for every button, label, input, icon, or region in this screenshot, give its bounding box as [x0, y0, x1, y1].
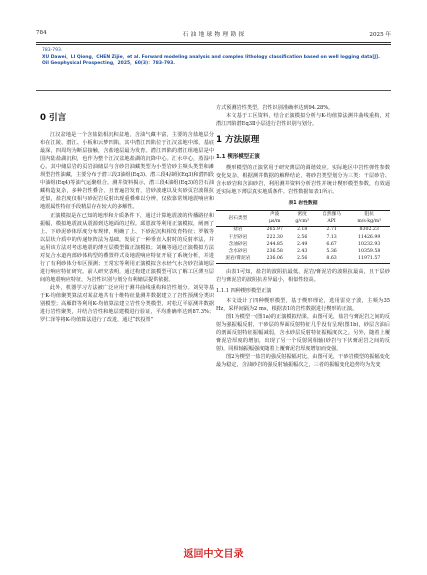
left-column	[40, 104, 214, 324]
table-discussion-paragraph: 由表1可知，盐岩的波阻抗最低，泥岩/膏泥岩的波阻抗最高，且干层砂岩与膏泥岩的波阻抗差异最小，相似性较高。	[216, 268, 390, 283]
table-cell: 244.85	[266, 241, 283, 247]
table-cell: 265.97	[266, 227, 283, 233]
right-column	[216, 104, 390, 369]
return-to-contents-link[interactable]: 返回中文目录	[183, 549, 244, 560]
table-caption: 表1 岩性数据	[288, 201, 318, 207]
header-rule-thin	[36, 44, 391, 45]
table-cell: 干层砂岩	[228, 234, 248, 240]
table-cell: 11971.57	[348, 256, 390, 264]
table-header-row	[216, 211, 390, 226]
citation-divider	[36, 90, 391, 91]
page-header	[36, 30, 391, 42]
table-cell: 含油砂岩	[228, 241, 248, 247]
table-cell: 2.56	[296, 234, 308, 240]
subsection-heading-wedge-model: 1.1 楔形模型正演	[216, 154, 260, 161]
table-row	[216, 256, 390, 264]
table-cell: 236.58	[266, 248, 283, 254]
table-cell: 6.67	[326, 241, 337, 247]
section-heading-introduction: 0 引言	[40, 113, 67, 123]
lithology-table	[216, 210, 390, 263]
table-cell: 含水砂岩	[228, 248, 248, 254]
table-cell: 7.13	[326, 234, 337, 240]
table-row	[216, 226, 390, 234]
table-cell: 2.71	[326, 227, 337, 233]
table-row	[216, 234, 390, 241]
citation-title: Forward modeling analysis and complex lithology classification based on well logging data[J].	[141, 54, 380, 60]
citation-journal: Oil Geophysical Prospecting，2025，60(3)：783-793.	[42, 61, 175, 67]
english-citation	[42, 48, 387, 68]
page-number: 784	[36, 30, 47, 36]
citation-body	[42, 55, 387, 68]
citation-authors: XU Dawei，LI Qiong，CHEN Zijie，et al.	[42, 54, 141, 60]
table-cell: 222.30	[266, 234, 283, 240]
table-cell: 10232.93	[358, 241, 381, 247]
scope-paragraph: 本文基于工区资料，结合正演模拟分析与K-均值算法测井曲线重构，对潜江凹陷潜Eq3Ⅱ小层进行岩性识别与划分。	[216, 113, 390, 128]
table-cell: 2.43	[296, 248, 308, 254]
table-header-cell: 声波 μs/m	[260, 211, 290, 226]
table-cell: 5.36	[326, 248, 337, 254]
table-cell: 11426.99	[358, 234, 381, 240]
table-cell: 盐岩	[233, 227, 243, 233]
table-cell: 2.49	[296, 241, 308, 247]
table-cell: 236.06	[260, 256, 290, 264]
table-cell: 2.18	[296, 227, 308, 233]
continued-paragraph: 方式预测岩性类型，岩性识别准确率达到94.28%。	[216, 105, 334, 111]
wedge-design-paragraph: 本文设计了四种楔形模型，基于楔形理论，选用雷克子波，主频为35 Hz，采样间隔为2 ms，根据表1的岩性数据进行楔形的正演。	[216, 298, 390, 313]
table-cell: 8.63	[315, 256, 349, 264]
intro-paragraph-1: 江汉盆地是一个含盐陆相沉积盆地，含油气藏丰富，主要的含盐地层分布在江陵、潜江、小板和云梦凹陷，其中潜江凹陷位于江汉盆地中部，基底最深，四周均为断层接触，含盐地层最为发育。潜江凹陷的潜江组地层是中国内陆盐湖沉积，也作为整个江汉盆地盐湖的沉降中心。汇水中心，蒸湿中心。其中储层岩的页岩油储层与含砂岩油藏类型为小型岩砂主频头类型和滩坝型岩性油藏，主要分布于潜三段3油组(Eq3)、潜三段4油组(Eq3)和潜四段中油组(Eq4)等油气运聚组合。测井资料揭示，潜三段4油组(Eq3)的岩石油藏构造复杂，多种岩性叠合，且普遍岩发育，岩砂波速以及夹砂页岩波阻抗近似，盐岩度仅相与砂泥岩反射出现重叠难以分辨，仅依靠常规地震响应和地震属性特征手段精层存在较大的多解性。	[40, 132, 214, 211]
section-heading-method: 1 方法原理	[216, 135, 260, 146]
table-cell: 10359.58	[358, 248, 381, 254]
table-header-cell: 阻抗 m/s·kg/m³	[348, 211, 390, 226]
journal-name: 石 油 地 球 物 理 勘 探	[182, 32, 245, 38]
table-row	[216, 248, 390, 255]
table-header-cell: 岩石类型	[216, 211, 260, 226]
table-row	[216, 241, 390, 248]
figure1-discussion-paragraph: 图1为模型一(图1a)的正演模拟结果，由图可见，盐岩与膏泥岩之间的反射为强振幅反射，干砂层的界面反射特征几乎没有呈现(图1b)，砂层含油后的剖面反射特征振幅减弱，含水砂层反射特征振幅度次之。另外，随着上覆膏泥岩厚度的增加，出现了另一个反射同相轴(砂岩与下伏膏泥岩之间的反射)，同相轴振幅强度随着上覆膏泥岩厚度增加而变强。	[216, 314, 390, 353]
table-header-cell: 自然伽马 API	[315, 211, 349, 226]
publication-year: 2025 年	[369, 32, 391, 38]
table-cell: 8302.23	[359, 227, 379, 233]
table-cell: 泥岩/膏泥岩	[216, 256, 260, 264]
figure2-discussion-paragraph: 图2为楔型一盐岩的强反射振幅对比，由图可见，干砂岩模型的振幅变化最为稳定，含油砂岩的强反射轴振幅次之，三者的振幅变化趋势均为先变	[216, 354, 390, 369]
wedge-model-paragraph: 楔形模型的正演常用于研究薄层的调谐效应。实际地区中岩性弹性参数变化复杂，根据测井数据的解释结论，将砂岩类型划分为三类：干层砂岩、含水砂岩和含油砂岩，利用测井资料分析岩性并统计楔形模型参数，有效逼近实际地下薄层真实地质条件。岩性数据如表1所示。	[216, 165, 390, 196]
citation-pages: 783-793.	[42, 48, 63, 53]
intro-paragraph-2: 正演模拟是在已知的地形和介质条件下，通过计算地震波的传播路径和振幅，模拟地震波从震源到达地面的过程。邱恩波等利用正演模拟，阐画了上、下砂泥砂体厚度分布规律，明确了上、下砂泥沉积相发育特征；罗敬等以层状介质中的传递矩阵法为基础，发展了一种垂直入射时的反射率法，并运用该方法对考虑地震的薄互层模型做正演模拟；刘巍等通过正演模拟方法对复合水道内部砂体构型的叠置样式及地震响应特征开展了系统分析，并进行了有利砂体分布区预测；王常宏等利用正演模拟含水烃气水含砂岩油地层进行响应特征研究。前人研究表明，通过构建正演模型可以了解工区薄互层间的地震响应特征，为岩性识别与划分有利储层提供依据。	[40, 212, 214, 283]
table-cell: 2.56	[290, 256, 315, 264]
header-rule-thick	[36, 42, 391, 43]
table-header-cell: 密度 g/cm³	[290, 211, 315, 226]
intro-paragraph-3: 此外，机器学习方法被广泛应用于测井曲线重构和岩性划分。刘昊等基于K-均值聚类算法对某盆地共有十维特征量测井数据建立了岩性预测分类识别模型；高雁群等利用K-均值算法建立岩性分类模型，对松辽平原测井数据进行岩性聚类，并结合岩性和地层建模进行验证，平均准确率达到87.3%；罗仁泽等将K-均值算法进行了改进，通过“软投票”	[40, 284, 214, 324]
subsubsection-heading-four-wedge-models: 1.1.1 四种楔形模型正演	[216, 287, 272, 294]
